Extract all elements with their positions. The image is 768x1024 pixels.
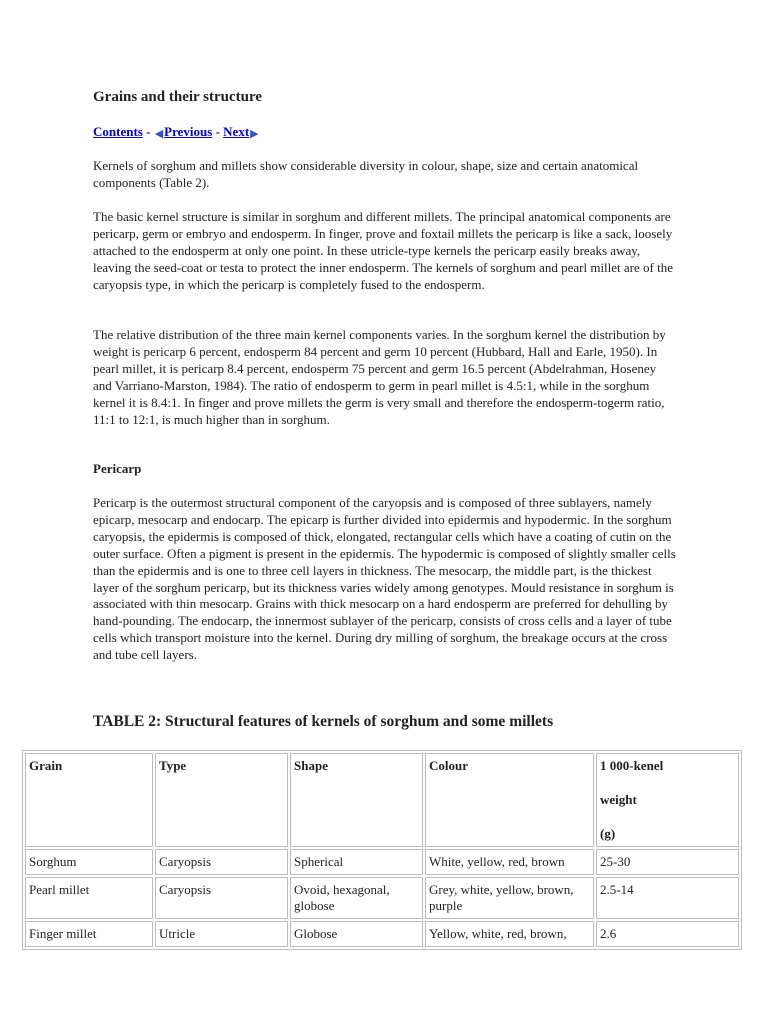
previous-link-label: Previous	[164, 124, 213, 139]
grain-cell: Pearl millet	[25, 877, 153, 919]
header-cell-weight	[596, 753, 739, 847]
table-header-row	[25, 753, 739, 847]
pericarp-heading: Pericarp	[93, 461, 142, 476]
nav-separator: -	[142, 124, 154, 139]
weight-header-line: (g)	[600, 826, 616, 841]
next-arrow-icon: ▶	[250, 127, 259, 140]
table-row	[25, 849, 739, 875]
header-cell-colour: Colour	[425, 753, 594, 847]
table-row	[25, 921, 739, 947]
header-cell-type: Type	[155, 753, 288, 847]
nav-separator: -	[212, 124, 224, 139]
intro-paragraph: Kernels of sorghum and millets show considerable diversity in colour, shape, size and certain anatomical components (Table 2).	[93, 158, 639, 190]
shape-cell: Globose	[290, 921, 423, 947]
grain-cell: Finger millet	[25, 921, 153, 947]
kernel-distribution-paragraph: The relative distribution of the three main kernel components varies. In the sorghum kernel the distribution by weight is pericarp 6 percent, endosperm 84 percent and germ 10 percent (Hubbard, Hall and Earle, 1950). In pearl millet, it is pericarp 8.4 percent, endosperm 75 percent and germ 16.5 percent (Abdelrahman, Hoseney and Varriano-Marston, 1984). The ratio of endosperm to germ in pearl millet is 4.5:1, while in the sorghum kernel it is 8.4:1. In finger and prove millets the germ is very small and therefore the endosperm-togerm ratio, 11:1 to 12:1, is much higher than in sorghum.	[93, 327, 666, 427]
shape-cell: Ovoid, hexagonal, globose	[290, 877, 423, 919]
weight-header-line: 1 000-kenel	[600, 758, 664, 773]
table-title: TABLE 2: Structural features of kernels of sorghum and some millets	[93, 713, 554, 730]
navigation-bar	[93, 124, 260, 140]
weight-cell: 2.6	[596, 921, 739, 947]
type-cell: Utricle	[155, 921, 288, 947]
type-cell: Caryopsis	[155, 849, 288, 875]
type-cell: Caryopsis	[155, 877, 288, 919]
next-link-label: Next	[223, 124, 250, 139]
pericarp-paragraph: Pericarp is the outermost structural component of the caryopsis and is composed of three sublayers, namely epicarp, mesocarp and endocarp. The epicarp is further divided into epidermis and hypodermic. In the sorghum caryopsis, the epidermis is composed of thick, elongated, rectangular cells which have a coating of cutin on the outer surface. Often a pigment is present in the epidermis. The hypodermic is composed of slightly smaller cells than the epidermis and is one to three cell layers in thickness. The mesocarp, the middle part, is the thickest layer of the sorghum pericarp, but its thickness varies widely among genotypes. Mould resistance in sorghum is associated with thin mesocarp. Grains with thick mesocarp on a hard endosperm are preferred for dehulling by hand-pounding. The endocarp, the innermost sublayer of the pericarp, consists of cross cells and a layer of tube cells which transport moisture into the kernel. During dry milling of sorghum, the breakage occurs at the cross and tube cell layers.	[93, 495, 676, 663]
contents-link[interactable]: Contents	[93, 124, 143, 139]
weight-cell: 25-30	[596, 849, 739, 875]
colour-cell: Grey, white, yellow, brown, purple	[425, 877, 594, 919]
colour-cell: Yellow, white, red, brown,	[425, 921, 594, 947]
kernel-structure-paragraph: The basic kernel structure is similar in sorghum and different millets. The principal anatomical components are pericarp, germ or embryo and endosperm. In finger, prove and foxtail millets the pericarp is like a sack, loosely attached to the endosperm at only one point. In these utricle-type kernels the pericarp easily breaks away, leaving the seed-coat or testa to protect the inner endosperm. The kernels of sorghum and pearl millet are of the caryopsis type, in which the pericarp is completely fused to the endosperm.	[93, 209, 673, 292]
page-title: Grains and their structure	[93, 89, 263, 105]
weight-cell: 2.5-14	[596, 877, 739, 919]
previous-arrow-icon: ◀	[154, 127, 164, 140]
header-cell-shape: Shape	[290, 753, 423, 847]
previous-link[interactable]	[154, 124, 213, 139]
colour-cell: White, yellow, red, brown	[425, 849, 594, 875]
table-row	[25, 877, 739, 919]
header-cell-grain: Grain	[25, 753, 153, 847]
next-link[interactable]	[223, 124, 259, 139]
grain-cell: Sorghum	[25, 849, 153, 875]
shape-cell: Spherical	[290, 849, 423, 875]
structural-features-table	[22, 750, 742, 950]
weight-header-line: weight	[600, 792, 637, 807]
